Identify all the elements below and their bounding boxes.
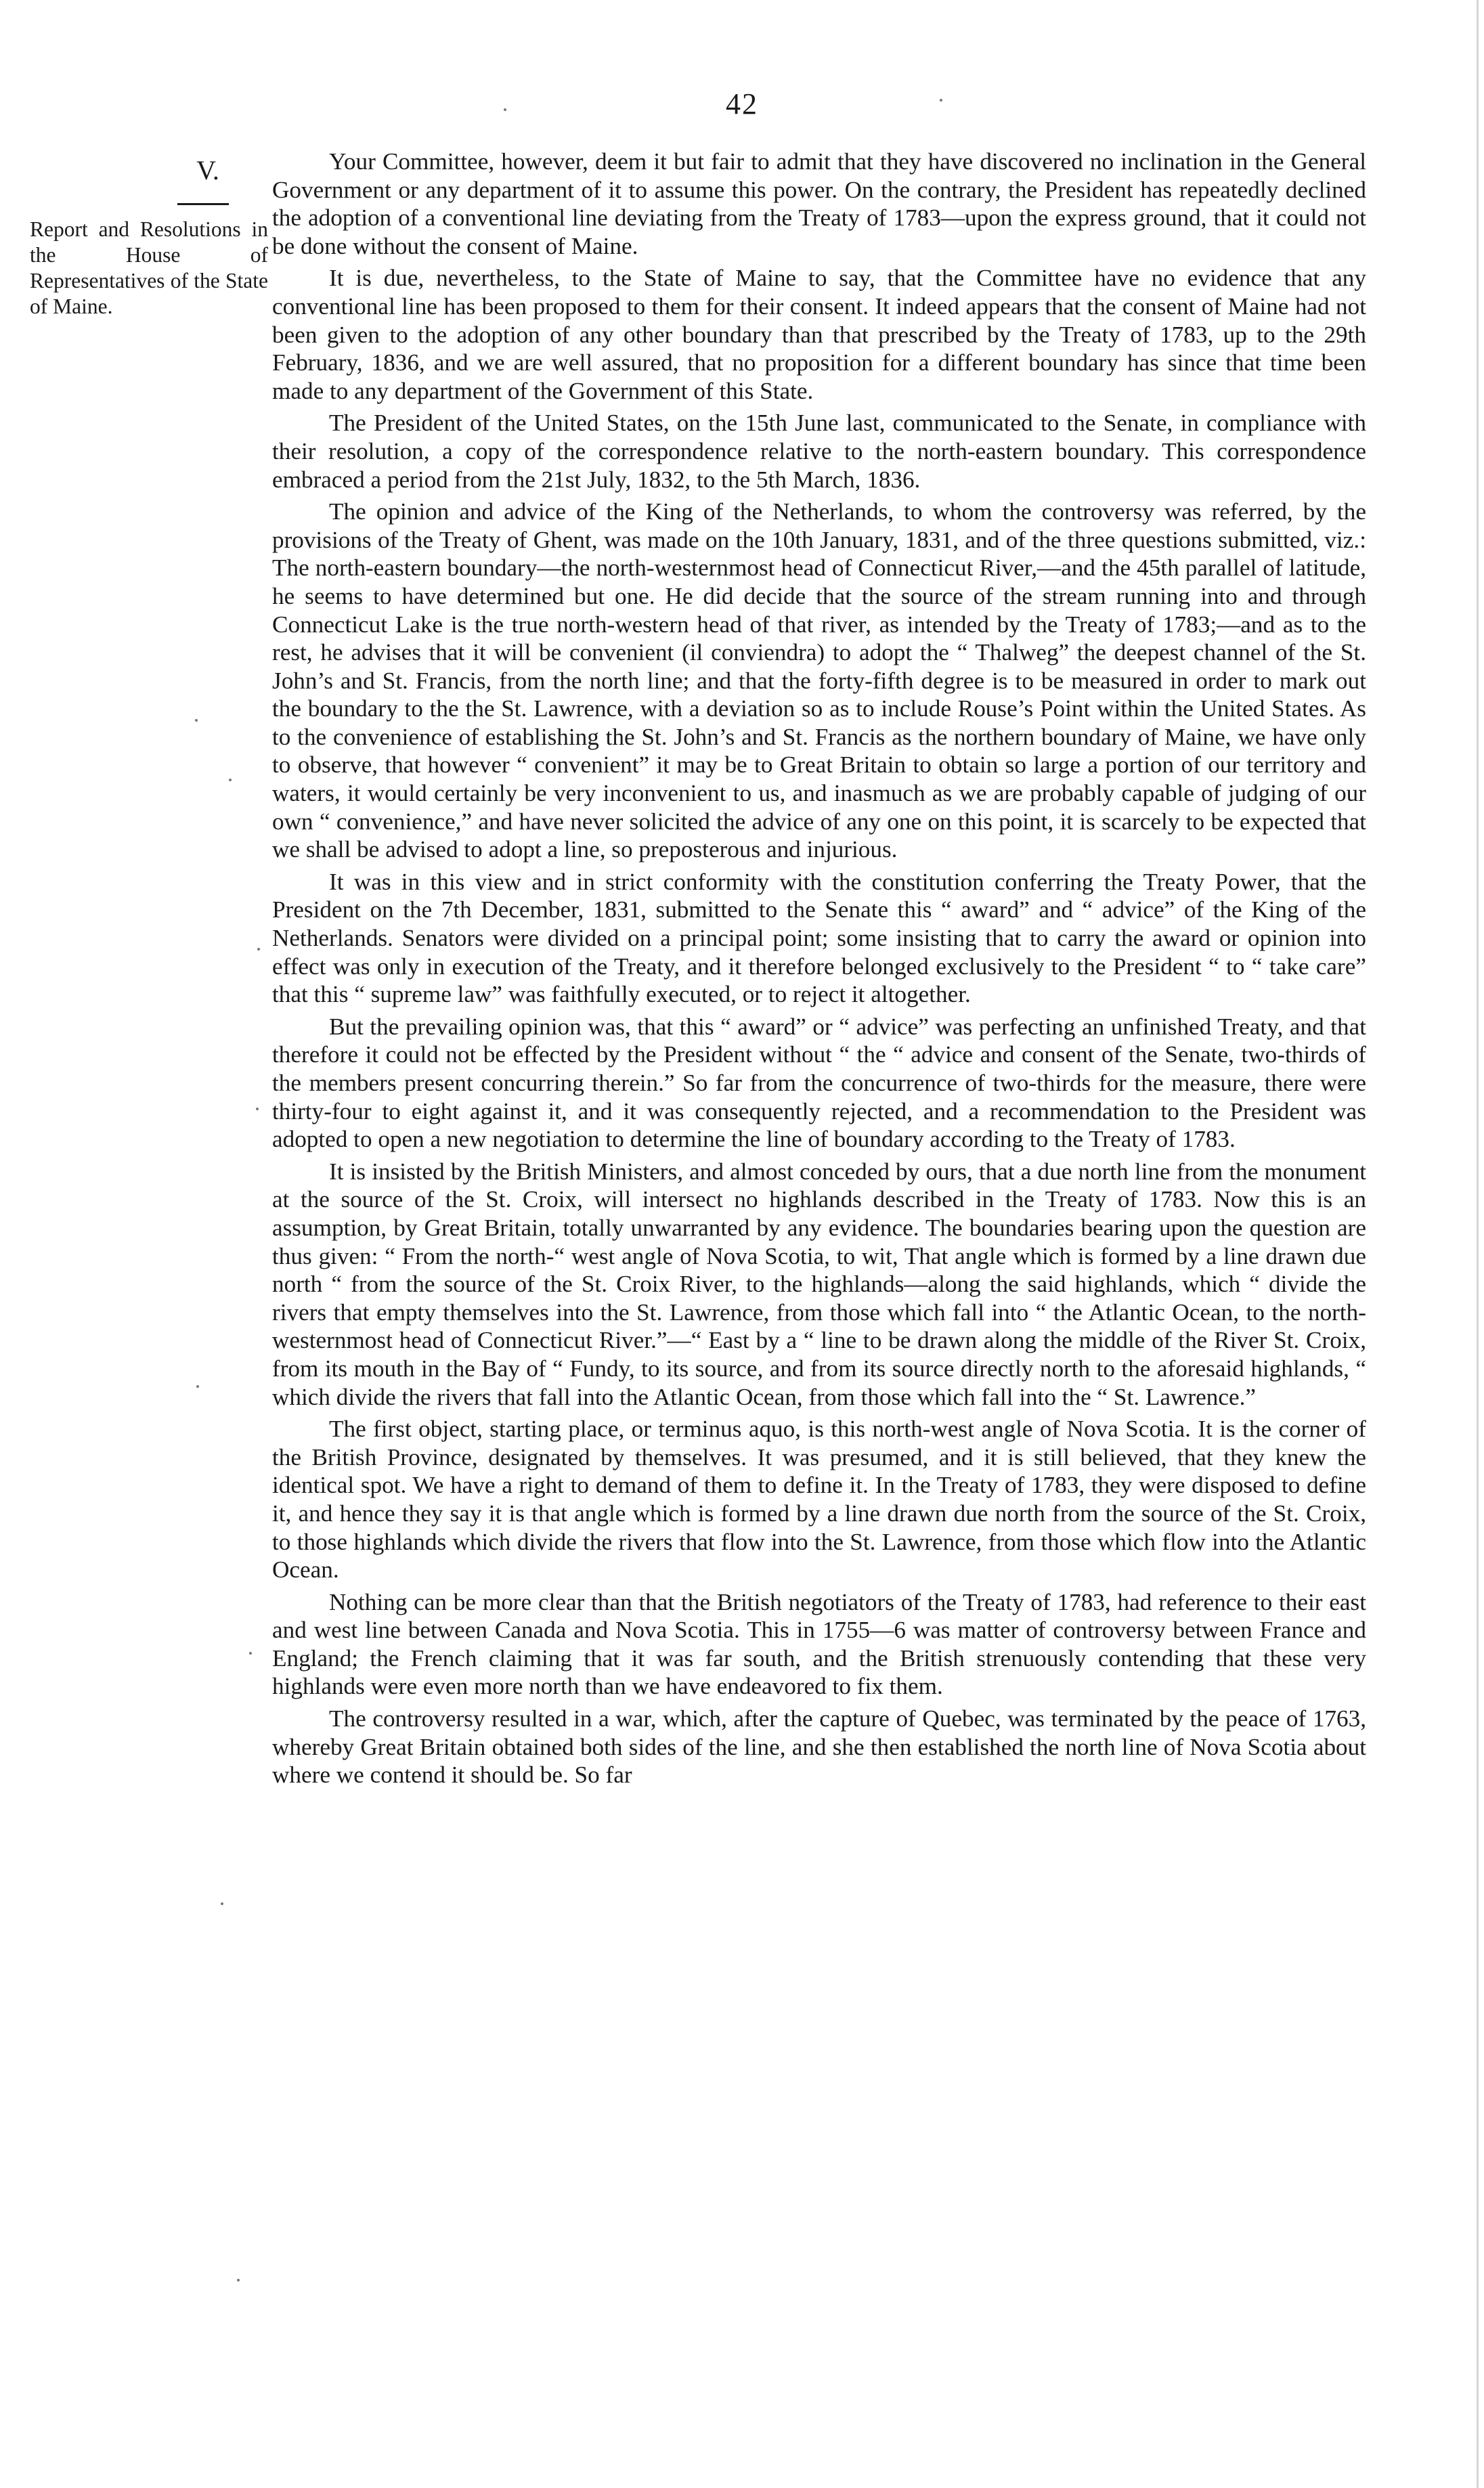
print-speck bbox=[237, 2279, 240, 2282]
paragraph: It is due, nevertheless, to the State of Maine to say, that the Committee have no evidence that any conventional line has been proposed to them for their consent. It indeed appears that the consent of Maine had not been given to the adoption of any other boundary than that prescribed by the Treaty of 1783, up to the 29th February, 1836, and we are well assured, that no proposition for a different boundary has since that time been made to any department of the Government of this State. bbox=[272, 265, 1366, 404]
paragraph: The opinion and advice of the King of the Netherlands, to whom the controversy was referred, by the provisions of the Treaty of Ghent, was made on the 10th January, 1831, and of the three questions submitted, viz.: The north-eastern boundary—the north-westernmost head of Connecticut River,—and the 45th parallel of latitude, he seems to have determined but one. He did decide that the source of the stream running into and through Connecticut Lake is the true north-western head of that river, as intended by the Treaty of 1783;—and as to the rest, he advises that it will be convenient (il conviendra) to adopt the “ Thalweg” the deepest channel of the St. John’s and St. Francis, from the north line; and that the forty-fifth degree is to be measured in order to mark out the boundary to the the St. Lawrence, with a deviation so as to include Rouse’s Point within the United States. As to the convenience of establishing the St. John’s and St. Francis as the northern boundary of Maine, we have only to observe, that however “ convenient” it may be to Great Britain to obtain so large a portion of our territory and waters, it would certainly be very inconvenient to us, and inasmuch as we are probably capable of judging of our own “ convenience,” and have never solicited the advice of any one on this point, it is scarcely to be expected that we shall be advised to adopt a line, so preposterous and injurious. bbox=[272, 498, 1366, 863]
paragraph: Your Committee, however, deem it but fair to admit that they have discovered no inclination in the General Government or any department of it to assume this power. On the contrary, the President has repeatedly declined the adoption of a conventional line deviating from the Treaty of 1783—upon the express ground, that it could not be done without the consent of Maine. bbox=[272, 148, 1366, 259]
paragraph: But the prevailing opinion was, that this “ award” or “ advice” was perfecting an unfinished Treaty, and that therefore it could not be effected by the President without “ the “ advice and consent of the Senate, two-thirds of the members present concurring therein.” So far from the concurrence of two-thirds for the measure, there were thirty-four to eight against it, and it was consequently rejected, and a recommendation to the President was adopted to open a new negotiation to determine the line of boundary according to the Treaty of 1783. bbox=[272, 1013, 1366, 1153]
paragraph: The controversy resulted in a war, which, after the capture of Quebec, was terminated by the peace of 1763, whereby Great Britain obtained both sides of the line, and she then established the north line of Nova Scotia about where we contend it should be. So far bbox=[272, 1705, 1366, 1789]
paragraph: It was in this view and in strict conformity with the constitution conferring the Treaty Power, that the President on the 7th December, 1831, submitted to the Senate this “ award” and “ advice” of the King of the Netherlands. Senators were divided on a principal point; some insisting that to carry the award or opinion into effect was only in execution of the Treaty, and it therefore belonged exclusively to the President “ to “ take care” that this “ supreme law” was faithfully executed, or to reject it altogether. bbox=[272, 868, 1366, 1008]
section-rule bbox=[177, 203, 229, 205]
print-speck bbox=[257, 948, 260, 951]
section-label: V. bbox=[196, 155, 219, 185]
paragraph: The first object, starting place, or terminus aquo, is this north-west angle of Nova Scotia. It is the corner of the British Province, designated by themselves. It was presumed, and it is still believed, that they knew the identical spot. We have a right to demand of them to define it. In the Treaty of 1783, they were disposed to define it, and hence they say it is that angle which is formed by a line drawn due north from the source of the St. Croix, to those highlands which divide the rivers that flow into the St. Lawrence, from those which flow into the Atlantic Ocean. bbox=[272, 1416, 1366, 1584]
print-speck bbox=[229, 779, 232, 781]
print-speck bbox=[221, 1902, 223, 1905]
paragraph: The President of the United States, on the 15th June last, communicated to the Senate, in compliance with their resolution, a copy of the correspondence relative to the north-eastern boundary. This correspondence embraced a period from the 21st July, 1832, to the 5th March, 1836. bbox=[272, 410, 1366, 493]
print-speck bbox=[249, 1652, 252, 1655]
print-speck bbox=[196, 1385, 199, 1388]
paragraph: It is insisted by the British Ministers, and almost conceded by ours, that a due north line from the monument at the source of the St. Croix, will intersect no highlands described in the Treaty of 1783. Now this is an assumption, by Great Britain, totally unwarranted by any evidence. The boundaries bearing upon the question are thus given: “ From the north-“ west angle of Nova Scotia, to wit, That angle which is formed by a line drawn due north “ from the source of the St. Croix River, to the highlands—along the said highlands, which “ divide the rivers that empty themselves into the St. Lawrence, from those which fall into “ the Atlantic Ocean, to the north-westernmost head of Connecticut River.”—“ East by a “ line to be drawn along the middle of the River St. Croix, from its mouth in the Bay of “ Fundy, to its source, and from its source directly north to the aforesaid highlands, “ which divide the rivers that fall into the Atlantic Ocean, from those which fall into the “ St. Lawrence.” bbox=[272, 1158, 1366, 1410]
print-speck bbox=[256, 1108, 259, 1110]
margin-note: Report and Resolutions in the House of Representatives of the State of Maine. bbox=[30, 217, 268, 318]
print-speck bbox=[940, 99, 942, 102]
body-text bbox=[272, 148, 1366, 1789]
page-number: 42 bbox=[726, 87, 758, 121]
print-speck bbox=[504, 108, 506, 111]
print-speck bbox=[195, 719, 198, 722]
page-edge-shadow bbox=[1477, 0, 1479, 2488]
paragraph: Nothing can be more clear than that the British negotiators of the Treaty of 1783, had reference to their east and west line between Canada and Nova Scotia. This in 1755—6 was matter of controversy between France and England; the French claiming that it was far south, and the British strenuously contending that these very highlands were even more north than we have endeavored to fix them. bbox=[272, 1588, 1366, 1700]
